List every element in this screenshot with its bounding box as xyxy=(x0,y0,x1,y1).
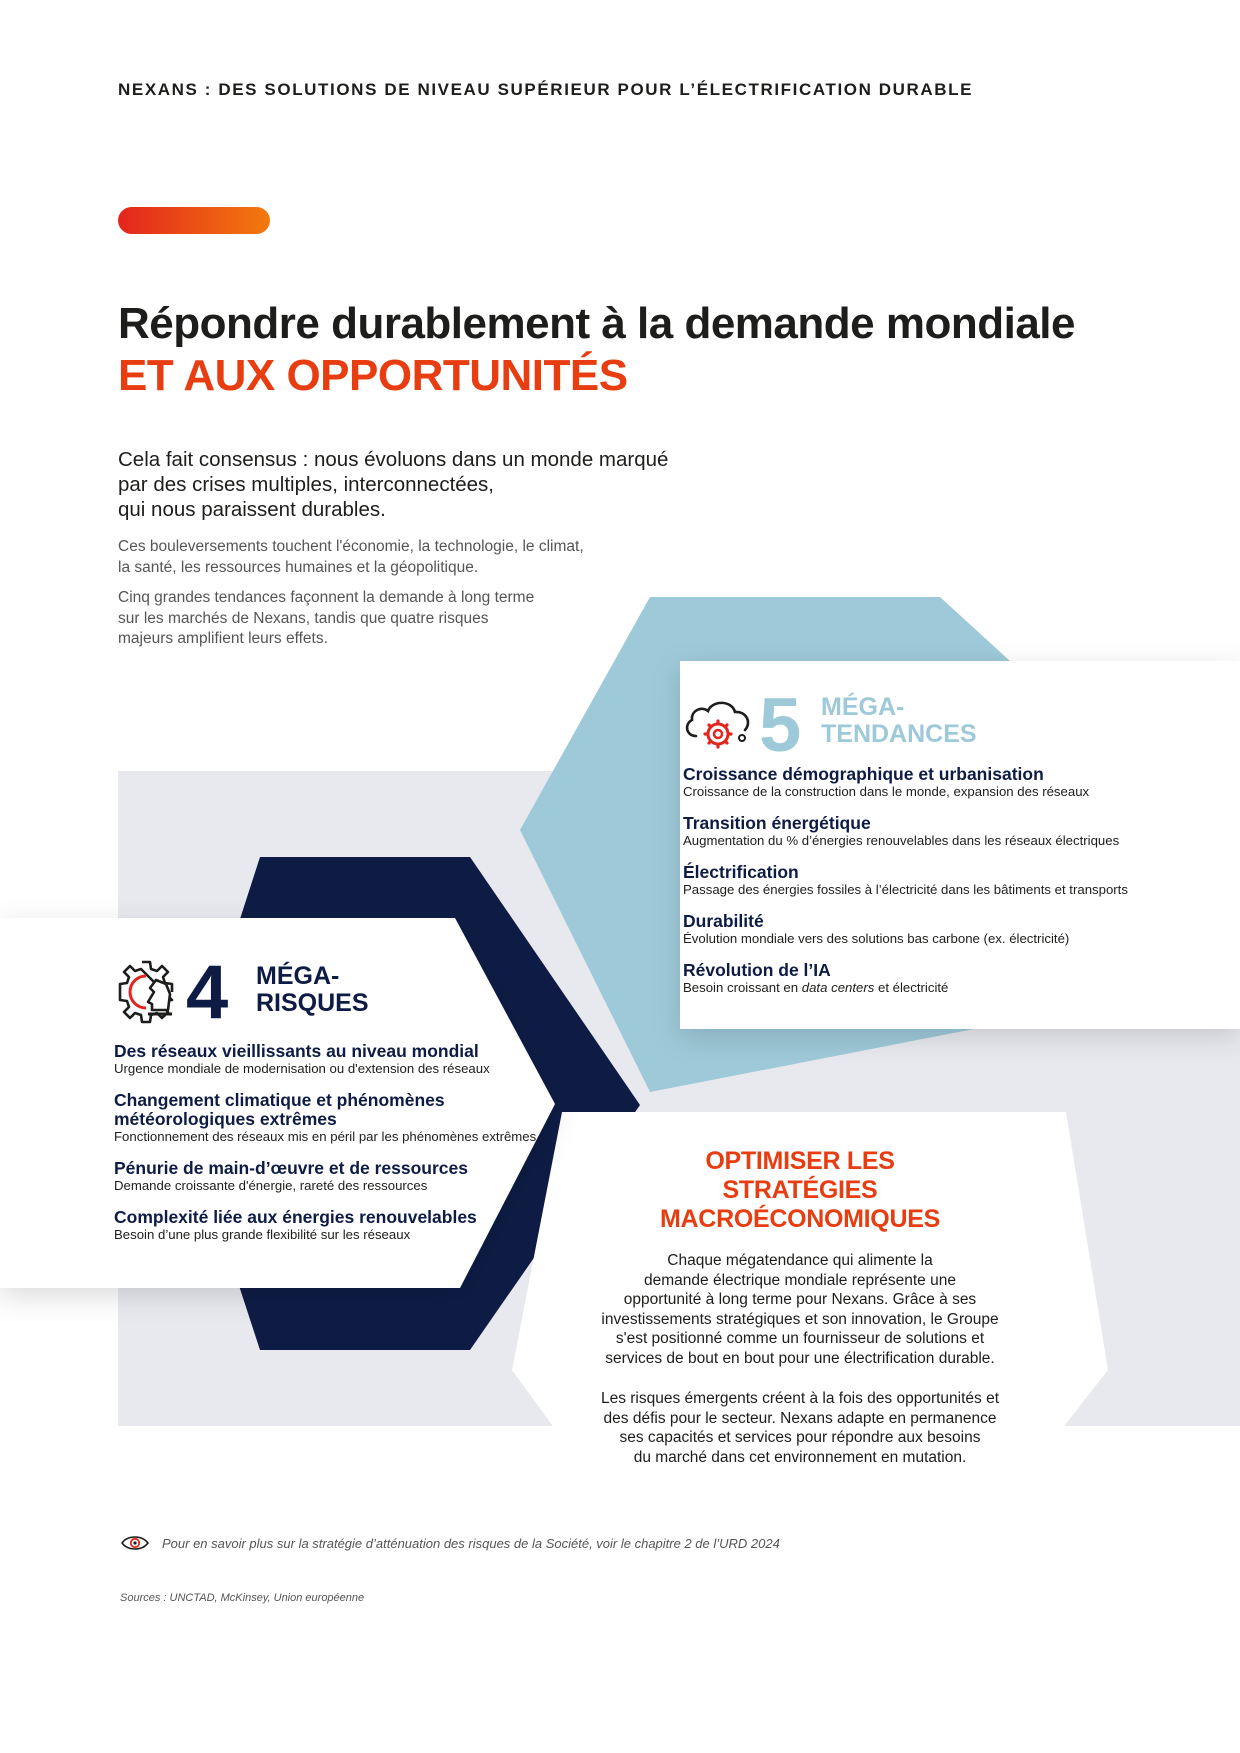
footnote-text: Pour en savoir plus sur la stratégie d’atténuation des risques de la Société, voir le chapitre 2 de l’URD 2024 xyxy=(162,1535,780,1551)
paragraph-line: des défis pour le secteur. Nexans adapte en permanence xyxy=(603,1409,997,1427)
lead-line: par des crises multiples, interconnectées, xyxy=(118,473,495,496)
eye-icon xyxy=(120,1534,150,1552)
list-item xyxy=(114,1091,544,1145)
paragraph-line: sur les marchés de Nexans, tandis que quatre risques xyxy=(118,609,489,627)
risk-title: Changement climatique et phénomènes météorologiques extrêmes xyxy=(114,1090,445,1129)
lead-line: qui nous paraissent durables. xyxy=(118,498,386,521)
paragraph-line: majeurs amplifient leurs effets. xyxy=(118,630,328,647)
paragraph-line: demande électrique mondiale représente une xyxy=(644,1271,956,1289)
risks-number: 4 xyxy=(186,950,229,1035)
trend-text: Passage des énergies fossiles à l’électricité dans les bâtiments et transports xyxy=(683,882,1128,897)
gear-chess-knight-icon xyxy=(112,958,180,1024)
risk-text: Demande croissante d'énergie, rareté des ressources xyxy=(114,1178,428,1193)
list-item xyxy=(683,912,1228,947)
trend-text-part: Besoin croissant en xyxy=(683,980,802,995)
optimize-title xyxy=(620,1147,980,1234)
intro-paragraph-2 xyxy=(118,588,638,650)
lead-line: Cela fait consensus : nous évoluons dans un monde marqué xyxy=(118,448,669,471)
paragraph-line: services de bout en bout pour une électrification durable. xyxy=(605,1349,995,1367)
paragraph-line: Cinq grandes tendances façonnent la demande à long terme xyxy=(118,589,535,606)
trend-text: Augmentation du % d’énergies renouvelables dans les réseaux électriques xyxy=(683,833,1120,848)
risk-text: Besoin d’une plus grande flexibilité sur les réseaux xyxy=(114,1227,411,1242)
trends-heading xyxy=(821,694,977,748)
list-item xyxy=(114,1159,544,1194)
paragraph-line: investissements stratégiques et son innovation, le Groupe xyxy=(601,1310,999,1328)
lead-paragraph xyxy=(118,447,758,522)
trends-list xyxy=(683,765,1228,1010)
trend-text-emphasis: data centers xyxy=(801,980,875,995)
trend-title: Transition énergétique xyxy=(683,813,871,833)
intro-paragraph-1 xyxy=(118,537,638,578)
list-item xyxy=(683,863,1228,898)
risk-title: Pénurie de main-d’œuvre et de ressources xyxy=(114,1158,469,1178)
paragraph-line: opportunité à long terme pour Nexans. Grâce à ses xyxy=(623,1291,977,1308)
optimize-title-line: MACROÉCONOMIQUES xyxy=(660,1205,940,1233)
trend-title: Croissance démographique et urbanisation xyxy=(683,764,1044,784)
title-line-1: Répondre durablement à la demande mondiale xyxy=(118,299,1075,348)
paragraph-line: du marché dans cet environnement en mutation. xyxy=(633,1448,967,1466)
list-item xyxy=(683,961,1228,996)
trend-text: Évolution mondiale vers des solutions bas carbone (ex. électricité) xyxy=(683,931,1070,946)
running-header: NEXANS : DES SOLUTIONS DE NIVEAU SUPÉRIEUR POUR L’ÉLECTRIFICATION DURABLE xyxy=(118,80,974,99)
risks-list xyxy=(114,1042,544,1257)
trend-text xyxy=(683,980,1228,996)
trends-heading-line: MÉGA- xyxy=(821,693,905,721)
risks-heading-line: MÉGA- xyxy=(256,962,340,990)
trend-text: Croissance de la construction dans le monde, expansion des réseaux xyxy=(683,784,1090,799)
sources: Sources : UNCTAD, McKinsey, Union européenne xyxy=(120,1592,365,1604)
risk-text: Urgence mondiale de modernisation ou d'extension des réseaux xyxy=(114,1061,490,1076)
risk-text: Fonctionnement des réseaux mis en péril par les phénomènes extrêmes xyxy=(114,1129,537,1144)
trend-title: Électrification xyxy=(683,862,799,882)
paragraph-line: ses capacités et services pour répondre aux besoins xyxy=(619,1429,981,1446)
paragraph-line: Chaque mégatendance qui alimente la xyxy=(667,1252,933,1269)
accent-bar xyxy=(118,207,270,234)
paragraph-line: Les risques émergents créent à la fois des opportunités et xyxy=(600,1390,1000,1407)
trend-text-part: et électricité xyxy=(874,980,949,995)
optimize-title-line: OPTIMISER LES xyxy=(705,1147,895,1175)
risk-title: Complexité liée aux énergies renouvelables xyxy=(114,1207,477,1227)
list-item xyxy=(683,814,1228,849)
optimize-title-line: STRATÉGIES xyxy=(722,1176,878,1204)
title-line-2: ET AUX OPPORTUNITÉS xyxy=(118,351,628,400)
trend-title: Révolution de l’IA xyxy=(683,960,831,980)
risks-heading xyxy=(256,963,369,1017)
trends-heading-line: TENDANCES xyxy=(821,720,977,748)
risks-heading-line: RISQUES xyxy=(256,989,369,1017)
optimize-paragraph-1 xyxy=(575,1251,1025,1368)
optimize-paragraph-2 xyxy=(575,1389,1025,1467)
list-item xyxy=(114,1208,544,1243)
footnote xyxy=(120,1534,780,1552)
list-item xyxy=(114,1042,544,1077)
risk-title: Des réseaux vieillissants au niveau mondial xyxy=(114,1041,479,1061)
paragraph-line: la santé, les ressources humaines et la géopolitique. xyxy=(118,558,479,576)
paragraph-line: Ces bouleversements touchent l'économie, la technologie, le climat, xyxy=(118,538,584,555)
cloud-gear-icon xyxy=(682,692,754,752)
trends-number: 5 xyxy=(759,683,802,768)
trend-title: Durabilité xyxy=(683,911,764,931)
list-item xyxy=(683,765,1228,800)
page-title xyxy=(118,298,1075,402)
paragraph-line: s'est positionné comme un fournisseur de solutions et xyxy=(615,1330,985,1347)
